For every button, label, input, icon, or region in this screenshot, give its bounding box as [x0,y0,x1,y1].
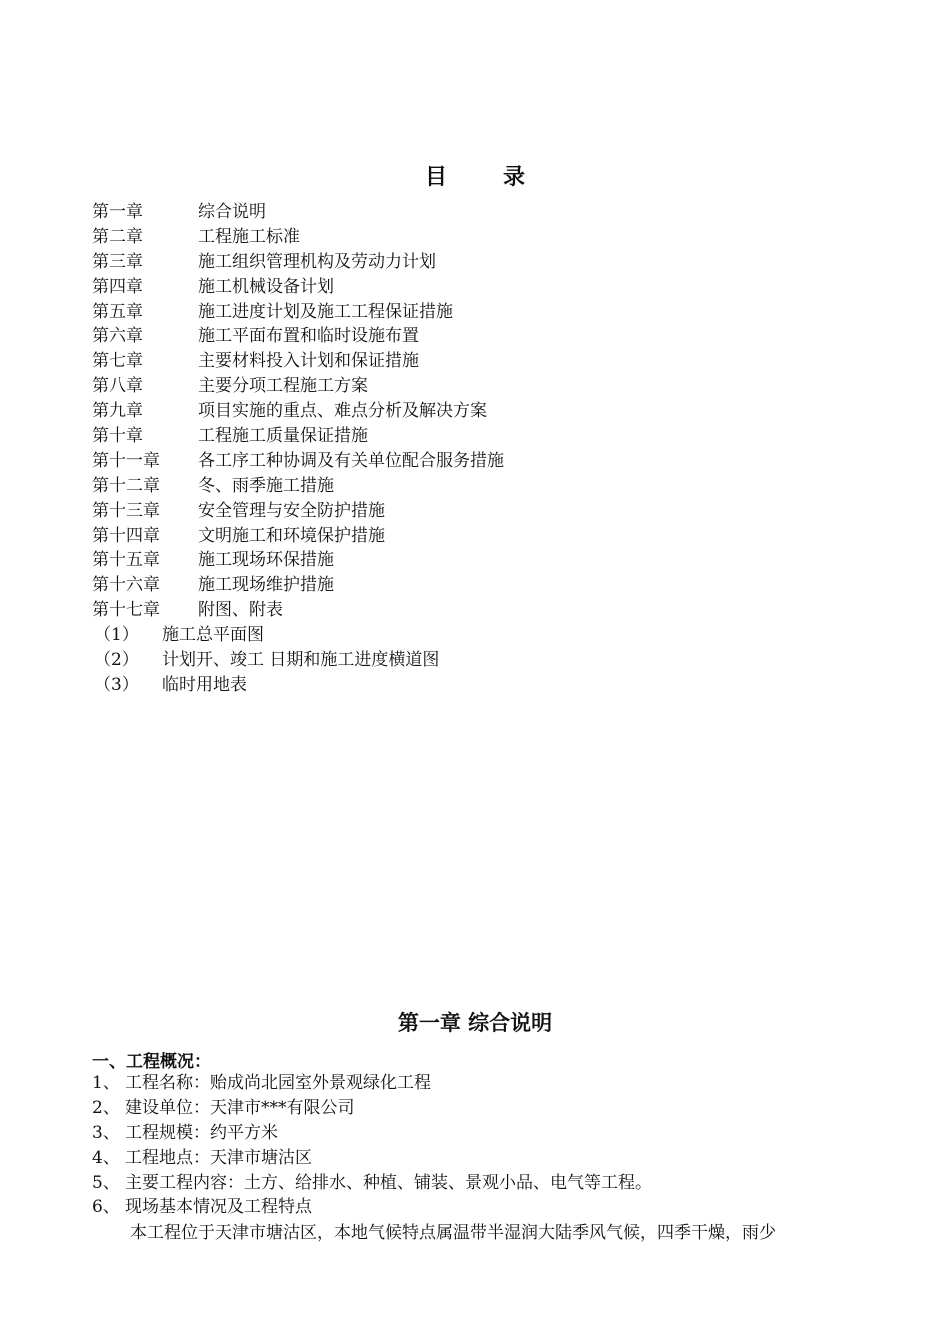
toc-chapter-title: 综合说明 [198,202,266,222]
toc-chapter-number: 第五章 [92,301,143,322]
list-item [92,1096,892,1121]
toc-entry [92,225,872,250]
list-item [92,1071,892,1096]
list-item-number: 4、 [92,1147,120,1168]
toc-entry [92,598,872,623]
toc-chapter-title: 主要材料投入计划和保证措施 [198,351,419,372]
project-overview-list [92,1071,892,1220]
list-item-text: 工程名称：贻成尚北园室外景观绿化工程 [125,1073,431,1093]
toc-entry [92,573,872,598]
toc-chapter-title: 施工机械设备计划 [198,276,334,297]
toc-subitem [92,623,872,648]
toc-subitem-title: 施工总平面图 [162,625,264,646]
toc-title [0,160,950,191]
toc-subitem [92,648,872,673]
toc-chapter-title: 施工现场维护措施 [198,575,334,596]
toc-subitem-number: （1） [94,625,139,646]
toc-chapter-number: 第二章 [92,226,143,247]
list-item-text: 工程地点：天津市塘沽区 [125,1147,312,1168]
toc-chapter-number: 第十三章 [92,500,160,521]
table-of-contents [92,200,872,698]
toc-chapter-title: 文明施工和环境保护措施 [198,525,385,546]
toc-chapter-title: 冬、雨季施工措施 [198,475,334,496]
toc-subitem-number: （2） [94,650,139,671]
toc-subitem [92,673,872,698]
toc-chapter-number: 第十七章 [92,600,160,621]
toc-chapter-number: 第六章 [92,326,143,347]
toc-chapter-number: 第八章 [92,376,143,397]
toc-chapter-title: 项目实施的重点、难点分析及解决方案 [198,401,487,422]
body-paragraph: 本工程位于天津市塘沽区，本地气候特点属温带半湿润大陆季风气候，四季干燥，雨少 [130,1223,776,1243]
toc-chapter-number: 第七章 [92,351,143,372]
toc-entry [92,200,872,225]
list-item-number: 6、 [92,1197,120,1218]
list-item-text: 工程规模：约平方米 [125,1122,278,1143]
toc-entry [92,275,872,300]
list-item [92,1146,892,1171]
toc-entry [92,524,872,549]
toc-chapter-number: 第十章 [92,426,143,447]
toc-chapter-number: 第三章 [92,251,143,272]
toc-chapter-number: 第十五章 [92,550,160,571]
toc-chapter-title: 施工现场环保措施 [198,550,334,571]
toc-chapter-number: 第十四章 [92,525,160,546]
toc-entry [92,499,872,524]
toc-entry [92,474,872,499]
toc-subitem-title: 临时用地表 [162,674,247,695]
toc-entry [92,399,872,424]
toc-chapter-title: 附图、附表 [198,600,283,621]
toc-subitem-number: （3） [94,674,139,695]
list-item-number: 5、 [92,1172,120,1193]
toc-entry [92,449,872,474]
toc-chapter-number: 第十六章 [92,575,160,596]
toc-chapter-title: 各工序工种协调及有关单位配合服务措施 [198,450,504,471]
list-item-text: 建设单位：天津市***有限公司 [125,1097,355,1118]
list-item-text: 现场基本情况及工程特点 [125,1197,312,1218]
toc-chapter-title: 工程施工标准 [198,226,300,247]
toc-chapter-title: 主要分项工程施工方案 [198,376,368,397]
list-item-number: 1、 [92,1073,120,1093]
toc-entry [92,250,872,275]
toc-entry [92,300,872,325]
toc-entry [92,349,872,374]
toc-chapter-title: 工程施工质量保证措施 [198,426,368,447]
toc-chapter-number: 第十一章 [92,450,160,471]
toc-chapter-number: 第十二章 [92,475,160,496]
toc-chapter-title: 施工平面布置和临时设施布置 [198,326,419,347]
list-item-number: 2、 [92,1097,120,1118]
list-item-number: 3、 [92,1122,120,1143]
toc-chapter-title: 施工组织管理机构及劳动力计划 [198,251,436,272]
list-item [92,1121,892,1146]
toc-entry [92,424,872,449]
toc-chapter-number: 第一章 [92,202,143,222]
toc-chapter-title: 安全管理与安全防护措施 [198,500,385,521]
toc-subitem-title: 计划开、竣工 日期和施工进度横道图 [162,650,440,671]
toc-chapter-title: 施工进度计划及施工工程保证措施 [198,301,453,322]
list-item-text: 主要工程内容：土方、给排水、种植、铺装、景观小品、电气等工程。 [125,1172,652,1193]
chapter-title: 第一章 综合说明 [397,1010,553,1035]
toc-entry [92,374,872,399]
toc-chapter-number: 第四章 [92,276,143,297]
toc-title-left: 目 [424,164,447,190]
toc-entry [92,324,872,349]
list-item [92,1171,892,1196]
toc-entry [92,548,872,573]
list-item [92,1195,892,1220]
toc-chapter-number: 第九章 [92,401,143,422]
toc-title-right: 录 [503,164,526,190]
section-heading: 一、工程概况： [92,1052,211,1072]
